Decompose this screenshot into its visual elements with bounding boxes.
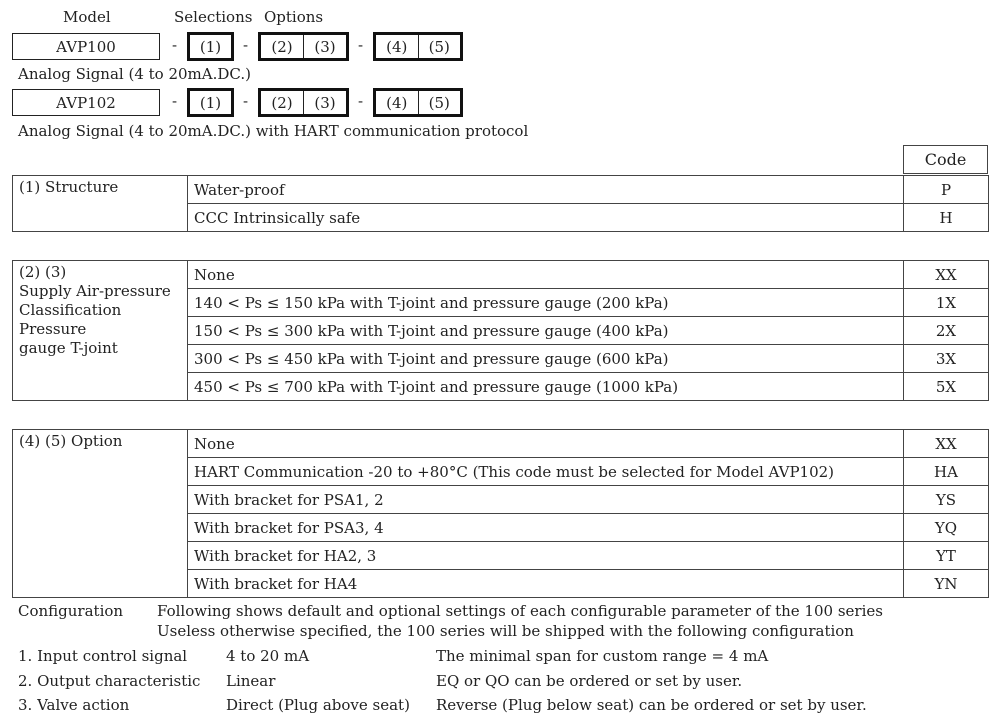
config-item-note: EQ or QO can be ordered or set by user.	[436, 672, 743, 690]
option-code: (4)	[386, 37, 408, 56]
option-code: (5)	[418, 91, 461, 114]
option-code-value: 5X	[904, 373, 989, 401]
option-table	[12, 429, 989, 598]
separator: -	[172, 92, 178, 110]
option-description: None	[188, 261, 904, 289]
option-code-value: HA	[904, 458, 989, 486]
option-code-value: XX	[904, 261, 989, 289]
option-description: 300 < Ps ≤ 450 kPa with T-joint and pressure gauge (600 kPa)	[188, 345, 904, 373]
option-description: With bracket for PSA3, 4	[188, 514, 904, 542]
config-item-name: 1. Input control signal	[18, 647, 188, 665]
configuration-line: Useless otherwise specified, the 100 series will be shipped with the following configuration	[157, 622, 854, 640]
option-description: 140 < Ps ≤ 150 kPa with T-joint and pressure gauge (200 kPa)	[188, 289, 904, 317]
option-description: With bracket for HA4	[188, 570, 904, 598]
option-code-group	[258, 88, 349, 117]
category-cell	[13, 261, 188, 401]
configuration-label: Configuration	[18, 602, 124, 620]
option-code-group	[373, 88, 463, 117]
option-code-value: XX	[904, 430, 989, 458]
config-item-note: The minimal span for custom range = 4 mA	[436, 647, 769, 665]
option-description: 450 < Ps ≤ 700 kPa with T-joint and pressure gauge (1000 kPa)	[188, 373, 904, 401]
model-name-box: AVP100	[12, 33, 160, 60]
option-code: (2)	[271, 37, 293, 56]
code-column-header: Code	[903, 145, 988, 174]
category-label: (2) (3)	[19, 263, 67, 281]
option-code: (3)	[303, 91, 346, 114]
option-code: (3)	[303, 35, 346, 58]
option-code-value: YT	[904, 542, 989, 570]
option-code-value: 3X	[904, 345, 989, 373]
option-description: CCC Intrinsically safe	[188, 204, 904, 232]
table-row	[13, 176, 989, 204]
option-code: (4)	[386, 93, 408, 112]
category-label: Classification Pressure	[19, 301, 122, 338]
option-code-value: YS	[904, 486, 989, 514]
model-header: Model	[63, 8, 111, 26]
option-code-value: YQ	[904, 514, 989, 542]
option-code-value: P	[904, 176, 989, 204]
config-item-default: 4 to 20 mA	[226, 647, 310, 665]
option-description: With bracket for HA2, 3	[188, 542, 904, 570]
selection-code: (1)	[199, 93, 222, 112]
category-cell	[13, 430, 188, 598]
option-description: With bracket for PSA1, 2	[188, 486, 904, 514]
option-description: Water-proof	[188, 176, 904, 204]
model-name-box: AVP102	[12, 89, 160, 116]
option-code-group	[373, 32, 463, 61]
separator: -	[358, 92, 364, 110]
config-item-name: 2. Output characteristic	[18, 672, 201, 690]
option-code-group	[258, 32, 349, 61]
option-code-value: 1X	[904, 289, 989, 317]
category-cell	[13, 176, 188, 232]
selection-code-group	[187, 32, 234, 61]
config-item-name: 3. Valve action	[18, 696, 130, 714]
separator: -	[358, 36, 364, 54]
config-item-note: Reverse (Plug below seat) can be ordered or set by user.	[436, 696, 867, 714]
separator: -	[243, 36, 249, 54]
configuration-line: Following shows default and optional settings of each configurable parameter of the 100 series	[157, 602, 883, 620]
separator: -	[243, 92, 249, 110]
option-code: (5)	[418, 35, 461, 58]
option-description: HART Communication -20 to +80°C (This code must be selected for Model AVP102)	[188, 458, 904, 486]
options-header: Options	[264, 8, 324, 26]
selection-code: (1)	[199, 37, 222, 56]
structure-table	[12, 175, 989, 232]
table-row	[13, 430, 989, 458]
category-label: (1) Structure	[19, 178, 119, 196]
option-code-value: YN	[904, 570, 989, 598]
separator: -	[172, 36, 178, 54]
option-description: 150 < Ps ≤ 300 kPa with T-joint and pressure gauge (400 kPa)	[188, 317, 904, 345]
option-code-value: 2X	[904, 317, 989, 345]
option-description: None	[188, 430, 904, 458]
option-code: (2)	[271, 93, 293, 112]
table-row	[13, 261, 989, 289]
category-label: gauge T-joint	[19, 339, 118, 357]
selection-code-group	[187, 88, 234, 117]
supply-pressure-table	[12, 260, 989, 401]
category-label: Supply Air-pressure	[19, 282, 171, 300]
model-description: Analog Signal (4 to 20mA.DC.) with HART communication protocol	[18, 122, 529, 140]
config-item-default: Linear	[226, 672, 276, 690]
config-item-default: Direct (Plug above seat)	[226, 696, 410, 714]
model-description: Analog Signal (4 to 20mA.DC.)	[18, 65, 251, 83]
category-label: (4) (5) Option	[19, 432, 123, 450]
option-code-value: H	[904, 204, 989, 232]
selections-header: Selections	[174, 8, 253, 26]
